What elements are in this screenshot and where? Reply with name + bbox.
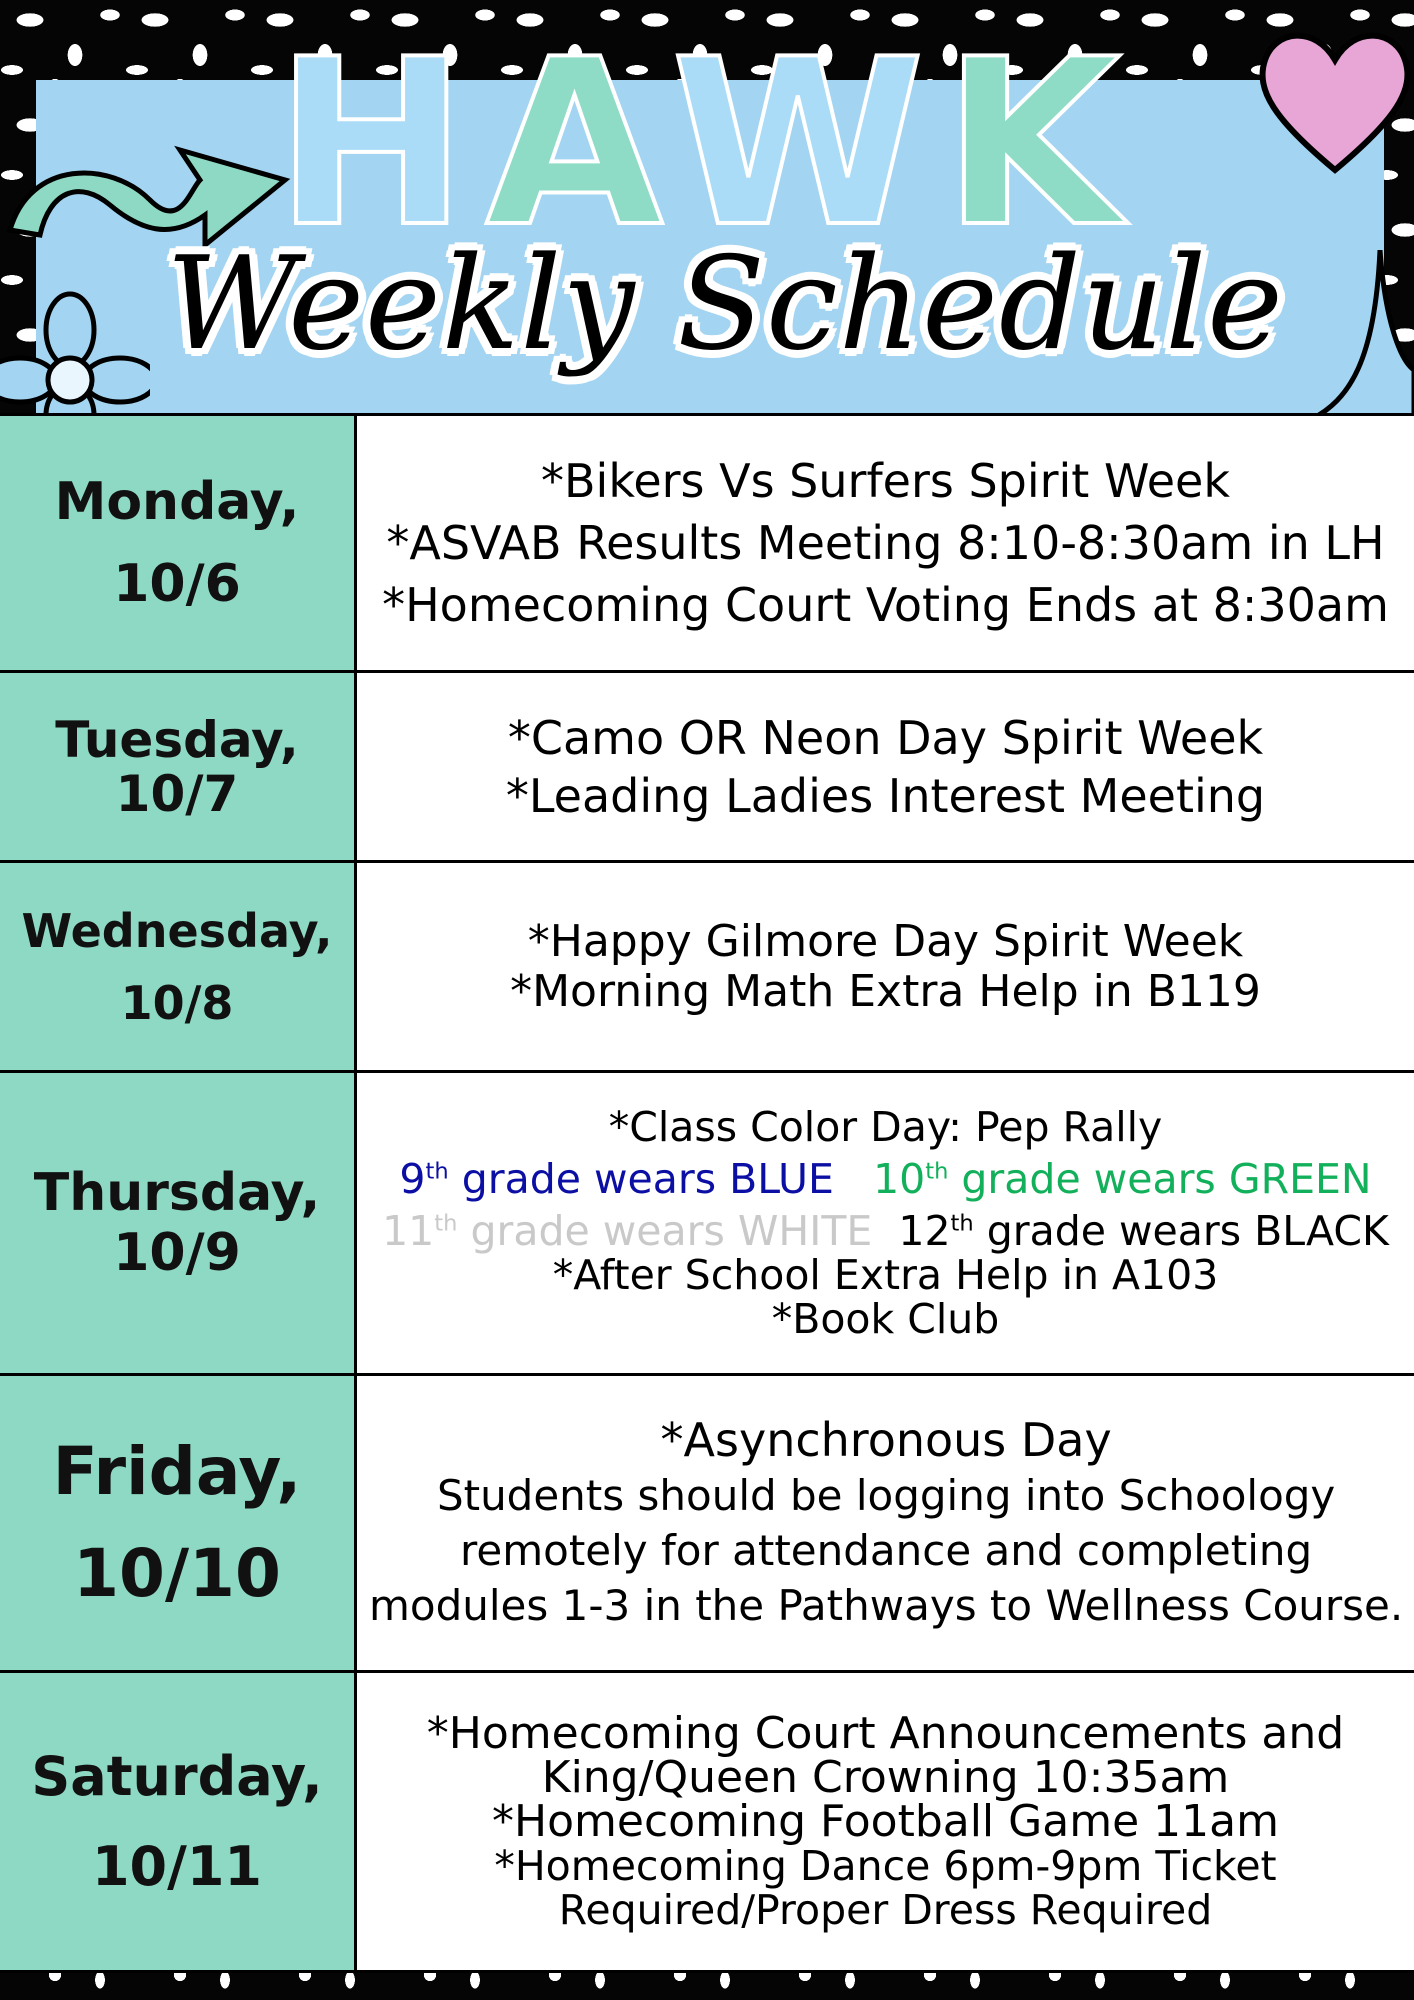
event-line: *Leading Ladies Interest Meeting (505, 768, 1266, 823)
day-cell (0, 416, 357, 670)
event-line: *Bikers Vs Surfers Spirit Week (540, 454, 1230, 508)
event-line: *Happy Gilmore Day Spirit Week (527, 915, 1244, 967)
event-line: *Class Color Day: Pep Rally (608, 1103, 1163, 1152)
schedule-row-wednesday (0, 863, 1414, 1073)
events-cell (357, 1673, 1414, 1970)
event-line: *Camo OR Neon Day Spirit Week (507, 710, 1264, 765)
day-cell (0, 673, 357, 860)
grade-colors-line-1 (399, 1149, 1371, 1201)
event-line: *Homecoming Court Announcements and (426, 1707, 1345, 1759)
schedule-row-monday (0, 416, 1414, 673)
heart-icon (1255, 20, 1414, 180)
event-line: Students should be logging into Schoology (436, 1471, 1336, 1520)
day-name: Wednesday, (21, 903, 333, 958)
day-name: Monday, (54, 472, 300, 532)
grade-10-color: 10th grade wears GREEN (873, 1155, 1372, 1203)
day-date: 10/7 (115, 764, 239, 823)
hawk-letter-w: W (671, 11, 943, 278)
day-name: Saturday, (31, 1744, 323, 1808)
schedule-table (0, 413, 1414, 1973)
hawk-letter-k: K (942, 11, 1140, 278)
day-cell (0, 1376, 357, 1670)
day-cell (0, 863, 357, 1070)
event-line: *ASVAB Results Meeting 8:10-8:30am in LH (386, 516, 1385, 570)
event-line: Required/Proper Dress Required (558, 1885, 1213, 1934)
day-date: 10/8 (120, 975, 234, 1030)
event-line: *Morning Math Extra Help in B119 (510, 965, 1261, 1017)
event-line: remotely for attendance and completing (460, 1526, 1313, 1575)
grade-9-color: 9th grade wears BLUE (399, 1155, 834, 1203)
day-name: Tuesday, (55, 710, 299, 769)
day-date: 10/9 (113, 1223, 241, 1283)
event-line: *Homecoming Dance 6pm-9pm Ticket (494, 1841, 1277, 1890)
events-cell (357, 1073, 1414, 1373)
schedule-row-friday (0, 1376, 1414, 1673)
schedule-row-saturday (0, 1673, 1414, 1973)
event-line: *After School Extra Help in A103 (552, 1250, 1219, 1299)
schedule-row-thursday (0, 1073, 1414, 1376)
event-line: *Book Club (771, 1294, 1000, 1343)
day-cell (0, 1073, 357, 1373)
day-cell (0, 1673, 357, 1970)
event-line: *Homecoming Court Voting Ends at 8:30am (382, 578, 1389, 632)
grade-12-color: 12th grade wears BLACK (898, 1206, 1389, 1255)
events-cell (357, 863, 1414, 1070)
events-cell (357, 1376, 1414, 1670)
day-name: Friday, (52, 1433, 302, 1510)
events-cell (357, 416, 1414, 670)
event-line: *Homecoming Football Game 11am (492, 1795, 1279, 1847)
weekly-schedule-title: Weekly Schedule (166, 230, 1284, 379)
day-date: 10/10 (73, 1535, 281, 1612)
day-date: 10/6 (113, 554, 241, 614)
grade-11-color: 11th grade wears WHITE (382, 1206, 873, 1255)
day-name: Thursday, (33, 1163, 321, 1223)
events-cell (357, 673, 1414, 860)
event-line: *Asynchronous Day (660, 1413, 1112, 1467)
event-line: modules 1-3 in the Pathways to Wellness Course. (369, 1581, 1404, 1630)
schedule-row-tuesday (0, 673, 1414, 863)
event-line: King/Queen Crowning 10:35am (541, 1751, 1230, 1803)
hawk-letter-h: H (274, 11, 486, 278)
day-date: 10/11 (91, 1834, 262, 1898)
grade-colors-line-2 (382, 1201, 1389, 1253)
hawk-letter-a: A (485, 11, 672, 278)
